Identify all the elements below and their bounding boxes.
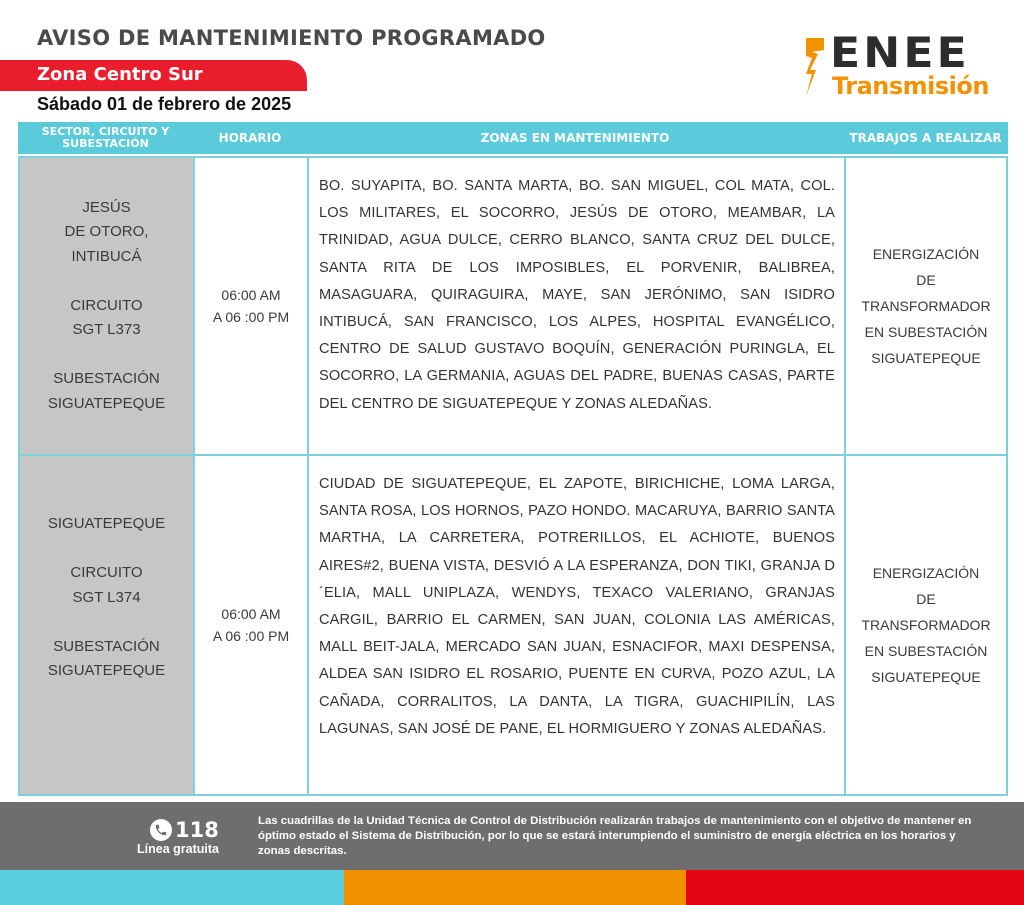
header-sector: SECTOR, CIRCUITO Y SUBESTACIÓN (41, 125, 170, 150)
works-line: DE (916, 591, 936, 607)
stripe-red (686, 870, 1024, 905)
schedule-start: 06:00 AM (221, 287, 281, 303)
stripe-cyan (0, 870, 344, 905)
page-title: AVISO DE MANTENIMIENTO PROGRAMADO (37, 26, 546, 50)
circuit-id: SGT L373 (72, 321, 141, 339)
sector-line: DE OTORO, (64, 223, 149, 241)
footer-bar (0, 802, 1024, 870)
schedule-end: A 06 :00 PM (212, 309, 290, 325)
color-stripes (0, 870, 1024, 905)
circuit-label: CIRCUITO (70, 564, 143, 581)
substation-label: SUBESTACIÓN (53, 370, 160, 388)
schedule-end: A 06 :00 PM (212, 628, 290, 644)
substation-label: SUBESTACIÓN (53, 637, 160, 655)
stripe-orange (344, 870, 686, 905)
table-row (18, 456, 1008, 796)
phone-icon (150, 819, 172, 841)
zones-cell: CIUDAD DE SIGUATEPEQUE, EL ZAPOTE, BIRICHICHE, LOMA LARGA, SANTA ROSA, LOS HORNOS, PAZO HONDO. MACARUYA, BARRIO SANTA MARTHA, LA CARRETERA, POTRERILLOS, EL ACHIOTE, BUENOS AIRES#2, BUENA VISTA, DESVIÓ A LA ESPERANZA, DON TIKI, GRANJA D´ELIA, MALL UNIPLAZA, WENDYS, TEXACO VALERIANO, GRANJAS CARGIL, BARRIO EL CARMEN, SAN JUAN, COLONIA LAS AMÉRICAS, MALL BEIT-JALA, MERCADO SAN JUAN, ESNACIFOR, MAXI DESPENSA, ALDEA SAN ISIDRO EL ROSARIO, PUENTE EN CURVA, POZO AZUL, LA CAÑADA, CORRALITOS, LA DANTA, LA TIGRA, GUACHIPILÍN, LAS LAGUNAS, SAN JOSÉ DE PANE, EL HORMIGUERO Y ZONAS ALEDAÑAS. (307, 456, 844, 794)
header-zonas: ZONAS EN MANTENIMIENTO (480, 131, 670, 145)
zones-cell: BO. SUYAPITA, BO. SANTA MARTA, BO. SAN MIGUEL, COL MATA, COL. LOS MILITARES, EL SOCORRO, JESÚS DE OTORO, MEAMBAR, LA TRINIDAD, AGUA DULCE, CERRO BLANCO, SANTA CRUZ DEL DULCE, SANTA RITA DE LOS IMPOSIBLES, EL PORVENIR, BALIBREA, MASAGUARA, QUIRAGUIRA, MAYE, SAN JERÓNIMO, SAN ISIDRO INTIBUCÁ, SAN FRANCISCO, LOS ALPES, HOSPITAL EVANGÉLICO, CENTRO DE SALUD GUSTAVO BOQUÍN, GENERACIÓN PURINGLA, EL SOCORRO, LA GERMANIA, AGUAS DEL PADRE, BUENAS CASAS, PARTE DEL CENTRO DE SIGUATEPEQUE Y ZONAS ALEDAÑAS. (307, 158, 844, 454)
sector-line: JESÚS (82, 198, 131, 216)
table-header (18, 122, 1008, 154)
lightning-bolt-icon (804, 36, 826, 98)
table-row (18, 158, 1008, 456)
sector-line: SIGUATEPEQUE (47, 515, 166, 532)
logo-subtitle: Transmisión (832, 72, 989, 100)
works-line: ENERGIZACIÓN (872, 246, 980, 262)
works-cell (844, 158, 1008, 454)
circuit-label: CIRCUITO (70, 296, 143, 314)
works-line: TRANSFORMADOR (861, 298, 991, 314)
works-line: EN SUBESTACIÓN (864, 324, 988, 340)
works-line: ENERGIZACIÓN (872, 565, 980, 581)
sector-cell (18, 456, 193, 794)
works-line: SIGUATEPEQUE (871, 669, 981, 685)
header-trabajos: TRABAJOS A REALIZAR (849, 131, 1002, 145)
zone-banner (0, 60, 307, 91)
works-line: DE (916, 272, 936, 288)
schedule-cell (193, 158, 307, 454)
hotline (150, 818, 219, 842)
header-horario: HORARIO (218, 131, 282, 145)
footer-message: Las cuadrillas de la Unidad Técnica de Control de Distribución realizarán trabajos de mantenimiento con el objetivo de mantener en óptimo estado el Sistema de Distribución, por lo que se estará interumpiendo el suministro de energía eléctrica en los horarios y zonas descritas. (258, 815, 972, 857)
works-line: TRANSFORMADOR (861, 617, 991, 633)
works-line: SIGUATEPEQUE (871, 350, 981, 366)
circuit-id: SGT L374 (72, 588, 141, 606)
substation-name: SIGUATEPEQUE (47, 394, 166, 412)
hotline-label: Línea gratuita (137, 842, 219, 856)
maintenance-table (18, 122, 1008, 796)
logo-brand: ENEE (830, 28, 970, 77)
hotline-number: 118 (175, 818, 219, 842)
schedule-start: 06:00 AM (221, 606, 281, 622)
sector-cell (18, 158, 193, 454)
substation-name: SIGUATEPEQUE (47, 662, 166, 679)
zone-label: Zona Centro Sur (37, 64, 203, 85)
schedule-cell (193, 456, 307, 794)
works-cell (844, 456, 1008, 794)
enee-logo (800, 28, 1000, 104)
date-label: Sábado 01 de febrero de 2025 (37, 94, 292, 114)
works-line: EN SUBESTACIÓN (864, 643, 988, 659)
sector-line: INTIBUCÁ (71, 247, 142, 265)
